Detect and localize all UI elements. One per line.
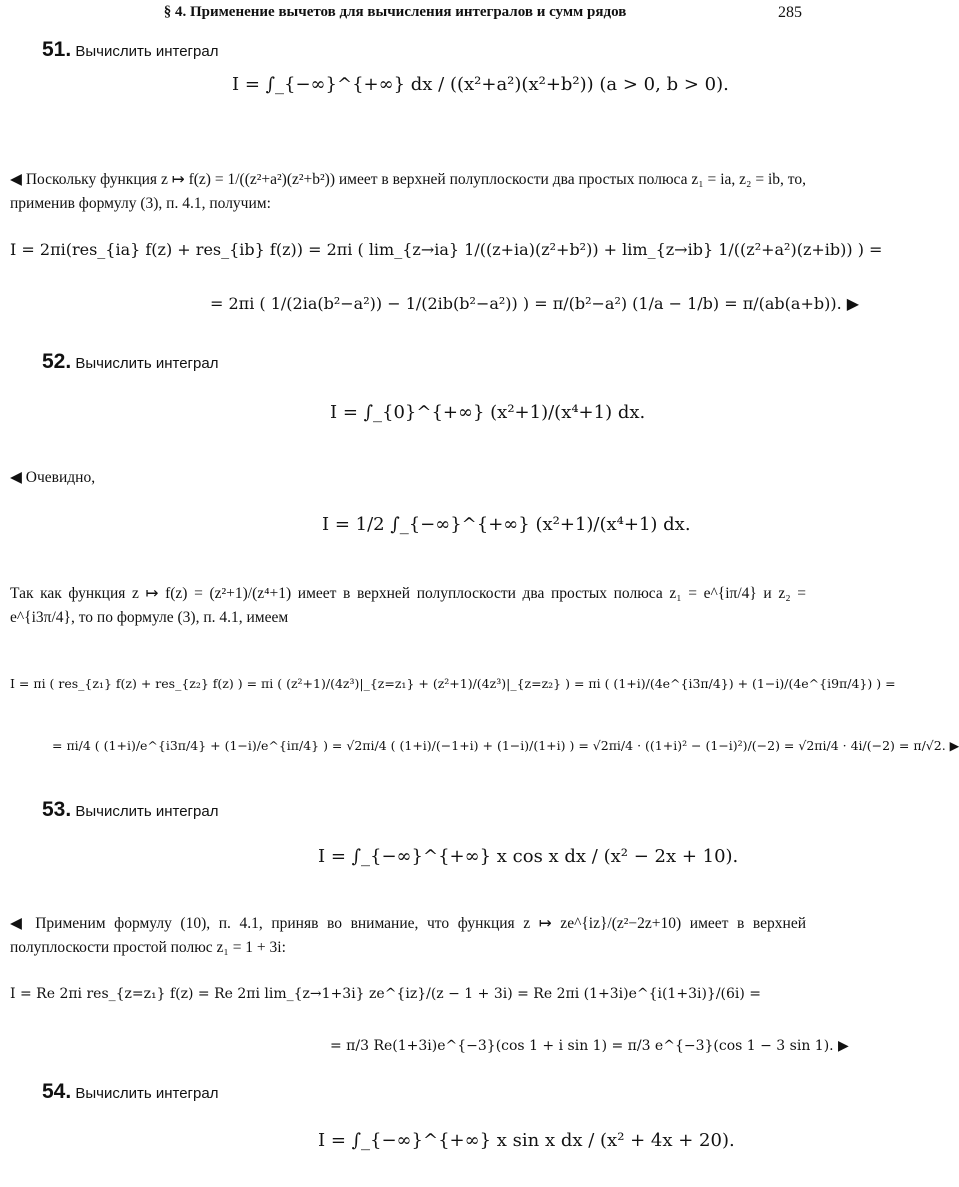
formula-52-half: I = 1/2 ∫_{−∞}^{+∞} (x²+1)/(x⁴+1) dx.: [322, 514, 691, 535]
formula-52-line2: = πi/4 ( (1+i)/e^{i3π/4} + (1−i)/e^{iπ/4} ) = √2πi/4 ( (1+i)/(−1+i) + (1−i)/(1+i) ) = √2πi/4 · ((1+i)² − (1−i)²)/(−2) = √2πi/4 · 4i/(−2) = π/√2. ▶: [52, 738, 959, 753]
paragraph-51-intro: ◀ Поскольку функция z ↦ f(z) = 1/((z²+a²)(z²+b²)) имеет в верхней полуплоскости два простых полюса z₁ = ia, z₂ = ib, то, применив формулу (3), п. 4.1, получим:: [10, 171, 806, 212]
formula-51-integral: I = ∫_{−∞}^{+∞} dx / ((x²+a²)(x²+b²)) (a > 0, b > 0).: [232, 74, 729, 95]
problem-task: Вычислить интеграл: [75, 803, 219, 820]
problem-54-heading: [42, 1080, 218, 1104]
problem-task: Вычислить интеграл: [75, 355, 219, 372]
paragraph-52-poles: Так как функция z ↦ f(z) = (z²+1)/(z⁴+1) имеет в верхней полуплоскости два простых полюса z₁ = e^{iπ/4} и z₂ = e^{i3π/4}, то по формуле (3), п. 4.1, имеем: [10, 585, 806, 626]
formula-53-line1: I = Re 2πi res_{z=z₁} f(z) = Re 2πi lim_{z→1+3i} ze^{iz}/(z − 1 + 3i) = Re 2πi (1+3i)e^{i(1+3i)}/(6i) =: [10, 986, 762, 1002]
page-number: 285: [778, 4, 802, 21]
problem-number: 53.: [42, 798, 72, 821]
problem-task: Вычислить интеграл: [75, 43, 219, 60]
problem-number: 54.: [42, 1080, 72, 1103]
problem-task: Вычислить интеграл: [75, 1085, 219, 1102]
formula-54-integral: I = ∫_{−∞}^{+∞} x sin x dx / (x² + 4x + 20).: [318, 1130, 735, 1151]
formula-52-line1: I = πi ( res_{z₁} f(z) + res_{z₂} f(z) ) = πi ( (z²+1)/(4z³)|_{z=z₁} + (z²+1)/(4z³)|_{z=z₂} ) = πi ( (1+i)/(4e^{i3π/4}) + (1−i)/(4e^{i9π/4}) ) =: [10, 676, 896, 691]
formula-53-line2: = π/3 Re(1+3i)e^{−3}(cos 1 + i sin 1) = π/3 e^{−3}(cos 1 − 3 sin 1). ▶: [330, 1038, 849, 1054]
paragraph-53-intro: ◀ Применим формулу (10), п. 4.1, приняв во внимание, что функция z ↦ ze^{iz}/(z²−2z+10) имеет в верхней полуплоскости простой полюс z₁ = 1 + 3i:: [10, 915, 806, 956]
problem-number: 52.: [42, 350, 72, 373]
paragraph-52-intro: ◀ Очевидно,: [10, 469, 96, 486]
formula-53-integral: I = ∫_{−∞}^{+∞} x cos x dx / (x² − 2x + 10).: [318, 846, 739, 867]
problem-number: 51.: [42, 38, 72, 61]
formula-51-line1: I = 2πi(res_{ia} f(z) + res_{ib} f(z)) = 2πi ( lim_{z→ia} 1/((z+ia)(z²+b²)) + lim_{z→ib} 1/((z²+a²)(z+ib)) ) =: [10, 240, 883, 259]
formula-52-integral: I = ∫_{0}^{+∞} (x²+1)/(x⁴+1) dx.: [330, 402, 646, 423]
problem-53-heading: [42, 798, 218, 822]
section-header: § 4. Применение вычетов для вычисления интегралов и сумм рядов: [163, 4, 627, 20]
problem-51-heading: [42, 38, 218, 62]
formula-51-line2: = 2πi ( 1/(2ia(b²−a²)) − 1/(2ib(b²−a²)) ) = π/(b²−a²) (1/a − 1/b) = π/(ab(a+b)). ▶: [210, 294, 860, 313]
problem-52-heading: [42, 350, 218, 374]
